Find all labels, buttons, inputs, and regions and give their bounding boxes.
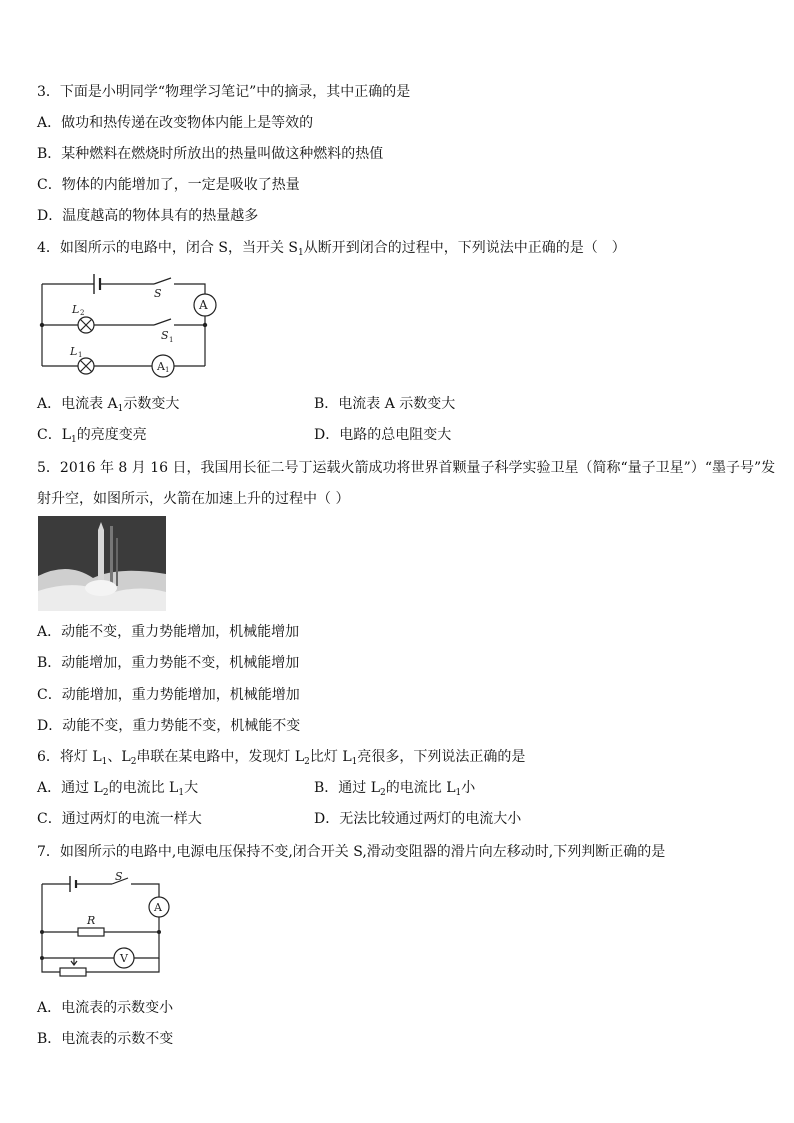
q3-option-c: C．物体的内能增加了，一定是吸收了热量	[37, 177, 300, 193]
q5-stem-line1: 5．2016 年 8 月 16 日，我国用长征二号丁运载火箭成功将世界首颗量子科学实验卫星（简称“量子卫星”）“墨子号”发	[37, 460, 776, 476]
q3-stem: 3．下面是小明同学“物理学习笔记”中的摘录，其中正确的是	[37, 84, 411, 100]
rocket-launch-photo	[38, 516, 166, 611]
q6-stem: 6．将灯 $L_1$、$L_2$串联在某电路中，发现灯 $L_2$比灯 $L_1$亮很多，下列说法正确的是	[37, 749, 526, 767]
q7-label-R: R	[87, 914, 96, 927]
q4-label-L1-sub: 1	[78, 351, 83, 359]
q4-label-S: S	[154, 287, 162, 300]
q4-circuit-diagram	[34, 266, 224, 384]
q7-circuit-diagram	[36, 872, 176, 987]
q5-option-a: A．动能不变，重力势能增加，机械能增加	[37, 624, 300, 640]
q6-option-c: C．通过两灯的电流一样大	[37, 811, 202, 827]
q3-option-a: A．做功和热传递在改变物体内能上是等效的	[37, 115, 314, 131]
q6-option-d: D．无法比较通过两灯的电流大小	[314, 811, 522, 827]
q7-option-a: A．电流表的示数变小	[37, 1000, 174, 1016]
q4-label-L2-sub: 2	[80, 309, 85, 317]
q4-option-c: C．$L_1$的亮度变亮	[37, 427, 147, 445]
q4-option-b: B．电流表 A 示数变大	[314, 396, 456, 412]
q7-stem: 7．如图所示的电路中,电源电压保持不变,闭合开关 S,滑动变阻器的滑片向左移动时,下列判断正确的是	[37, 844, 666, 860]
q4-label-A: A	[199, 298, 208, 312]
q4-label-S1-sub: 1	[169, 336, 174, 344]
q5-option-c: C．动能增加，重力势能增加，机械能增加	[37, 687, 300, 703]
q4-label-S1: S	[161, 329, 169, 342]
q4-stem: 4．如图所示的电路中，闭合 S，当开关 $S_1$从断开到闭合的过程中，下列说法中正确的是（ ）	[37, 240, 626, 258]
q6-option-b: B．通过 $L_2$的电流比 $L_1$小	[314, 780, 476, 798]
q7-label-S: S	[115, 872, 123, 883]
q4-label-L1: L	[70, 345, 78, 358]
q4-label-A1: A	[157, 360, 165, 373]
q7-label-V: V	[120, 952, 128, 965]
q4-label-A1-sub: 1	[165, 366, 170, 374]
q3-option-d: D．温度越高的物体具有的热量越多	[37, 208, 259, 224]
q6-option-a: A．通过 $L_2$的电流比 $L_1$大	[37, 780, 199, 798]
q4-option-a: A．电流表 $A_1$示数变大	[37, 396, 180, 414]
q7-option-b: B．电流表的示数不变	[37, 1031, 174, 1047]
q3-option-b: B．某种燃料在燃烧时所放出的热量叫做这种燃料的热值	[37, 146, 384, 162]
q5-stem-line2: 射升空，如图所示，火箭在加速上升的过程中（ ）	[37, 491, 350, 507]
q5-option-d: D．动能不变，重力势能不变，机械能不变	[37, 718, 301, 734]
q7-label-A: A	[154, 901, 162, 914]
q4-option-d: D．电路的总电阻变大	[314, 427, 452, 443]
q5-option-b: B．动能增加，重力势能不变，机械能增加	[37, 655, 300, 671]
q4-label-L2: L	[72, 303, 80, 316]
